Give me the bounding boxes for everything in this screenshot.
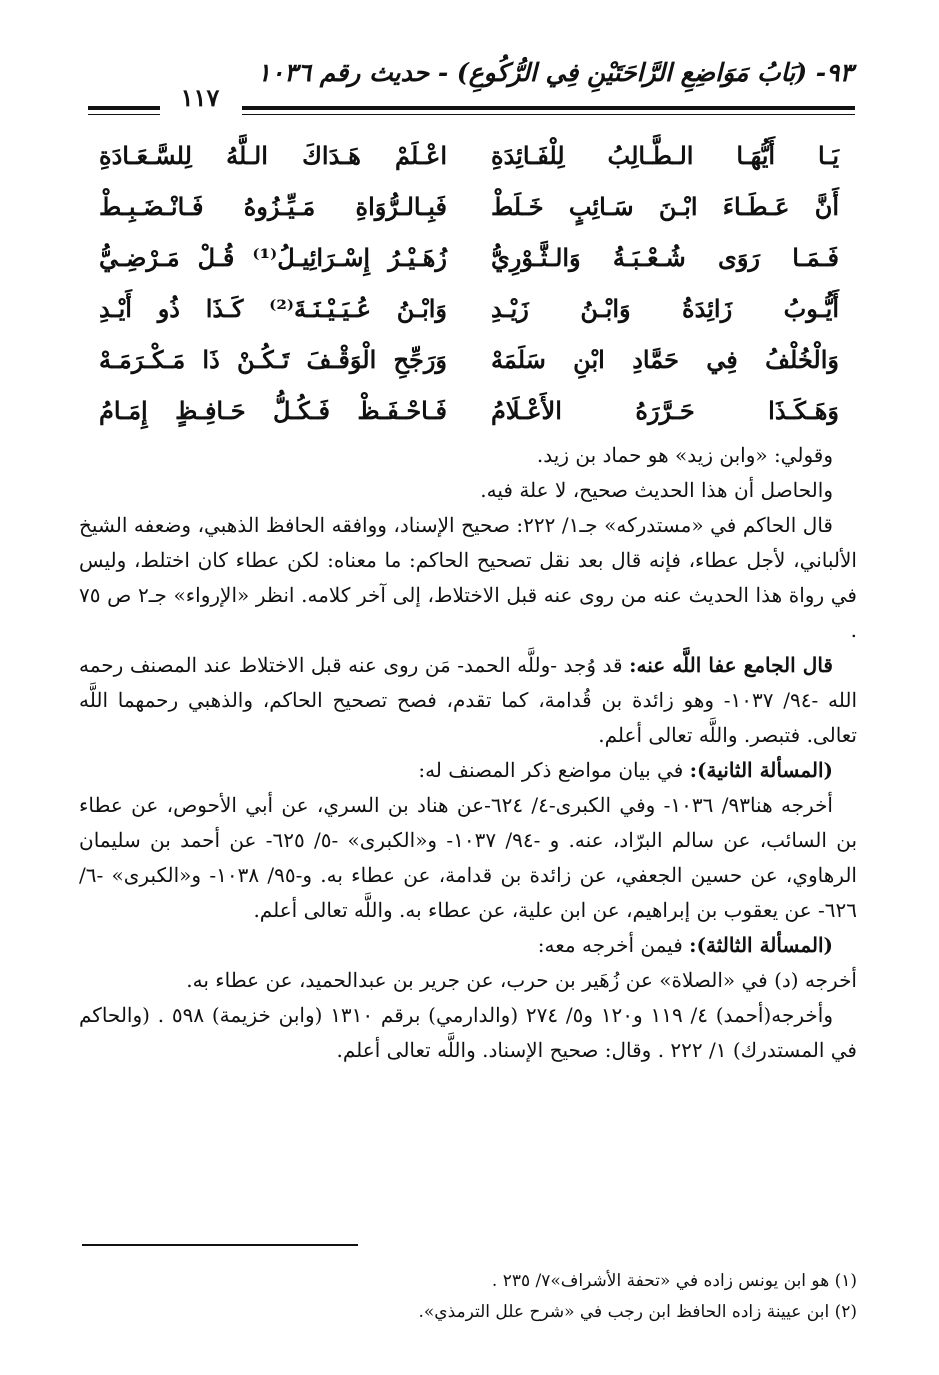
verse-second-half: زُهَـيْـرُ إِسْـرَائِيـلُ⁽¹⁾ قُـلْ مَـرْضِـيُّ — [99, 243, 447, 272]
footnote: (١) هو ابن يونس زاده في «تحفة الأشراف»٧/ ٢٣٥ . — [491, 1271, 857, 1291]
verse-second-half: وَابْـنُ عُـيَـيْـنَـةَ⁽²⁾ كَـذَا ذُو أَيْـدِ — [99, 294, 447, 323]
footnotes — [79, 1266, 857, 1328]
section-heading — [79, 753, 857, 788]
footnote: (٢) ابن عيينة زاده الحافظ ابن رجب في «شرح علل الترمذي». — [418, 1302, 857, 1322]
verse-first-half: أَنَّ عَـطَـاءَ ابْـنَ سَـائِبٍ خَـلَطْ — [491, 192, 839, 221]
paragraph-lead: قال الجامع عفا اللَّه عنه: — [629, 653, 833, 677]
section-heading — [79, 928, 857, 963]
section-subtitle: في بيان مواضع ذكر المصنف له: — [418, 758, 684, 782]
paragraph-body: قد وُجد -وللَّه الحمد- مَن روى عنه قبل الاختلاط عند المصنف رحمه الله -٩٤/ ١٠٣٧- وهو زائدة بن قُدامة، كما تقدم، فصح تصحيح الحاكم، والذهبي رحمهما اللَّه تعالى. فتبصر. واللَّه تعالى أعلم. — [79, 653, 857, 747]
running-header-title: ٩٣- (بَابُ مَوَاضِعِ الرَّاحَتَيْنِ فِي الرُّكُوعِ) - حديث رقم ١٠٣٦ — [257, 58, 853, 87]
poem-verse — [99, 385, 839, 436]
paragraph: قال الحاكم في «مستدركه» جـ١/ ٢٢٢: صحيح الإسناد، ووافقه الحافظ الذهبي، وضعفه الشيخ الألباني، لأجل عطاء، فإنه قال بعد نقل تصحيح الحاكم: ما معناه: لكن عطاء كان اختلط، وليس في رواة هذا الحديث عنه من روى عنه قبل الاختلاط، إلى آخر كلامه. انظر «الإرواء» جـ٢ ص ٧٥ . — [79, 513, 857, 642]
paragraph: أخرجه هنا٩٣/ ١٠٣٦- وفي الكبرى-٤/ ٦٢٤-عن هناد بن السري، عن أبي الأحوص، عن عطاء بن السائب، عن سالم البرّاد، عنه. و -٩٤/ ١٠٣٧- و«الكبرى» -٥/ ٦٢٥- عن أحمد بن سليمان الرهاوي، عن حسين الجعفي، عن زائدة بن قدامة، عن عطاء به. و-٩٥/ ١٠٣٨- و«الكبرى» -٦/ ٦٢٦- عن يعقوب بن إبراهيم، عن ابن علية، عن عطاء به. واللَّه تعالى أعلم. — [79, 793, 858, 922]
verse-second-half: فَـاحْـفَـظْ فَـكُـلُّ حَـافِـظٍ إِمَـامُ — [99, 396, 447, 425]
poem-verse — [99, 334, 839, 385]
verse-second-half: اعْـلَمْ هَـدَاكَ الـلَّهُ لِلسَّـعَـادَةِ — [99, 141, 447, 170]
poem-verse — [99, 283, 839, 334]
verse-first-half: فَـمَـا رَوَى شُـعْـبَـةُ وَالـثَّـوْرِيُّ — [491, 243, 839, 272]
verse-first-half: وَهَـكَـذَا حَـرَّرَهُ الأَعْـلَامُ — [491, 396, 839, 425]
page-number: ١١٧ — [180, 83, 220, 112]
verse-first-half: وَالْخُلْفُ فِي حَمَّادِ ابْنِ سَلَمَهْ — [491, 345, 839, 374]
verse-first-half: أَيُّـوبُ زَائِدَةُ وَابْـنُ زَيْـدِ — [491, 294, 839, 323]
section-title: (المسألة الثالثة): — [689, 933, 833, 957]
verse-first-half: يَـا أَيُّهَـا الـطَّـالِبُ لِلْفَـائِدَةِ — [491, 141, 839, 170]
verse-second-half: وَرَجِّحِ الْوَقْـفَ تَـكُـنْ ذَا مَـكْـرَمَـهْ — [99, 345, 447, 374]
paragraph: وأخرجه(أحمد) ٤/ ١١٩ و١٢٠ و٥/ ٢٧٤ (والدارمي) برقم ١٣١٠ (وابن خزيمة) ٥٩٨ . (والحاكم في المستدرك) ١/ ٢٢٢ . وقال: صحيح الإسناد. واللَّه تعالى أعلم. — [79, 1003, 857, 1062]
page-number-rule — [88, 106, 160, 115]
header-rule — [242, 106, 855, 115]
body-text — [79, 438, 857, 1068]
section-subtitle: فيمن أخرجه معه: — [537, 933, 683, 957]
paragraph — [79, 648, 857, 753]
poem-verse — [99, 130, 839, 181]
poem-block — [99, 130, 839, 436]
paragraph: أخرجه (د) في «الصلاة» عن زُهَير بن حرب، عن جرير بن عبدالحميد، عن عطاء به. — [186, 968, 857, 992]
section-title: (المسألة الثانية): — [689, 758, 833, 782]
footnote-separator — [82, 1244, 358, 1246]
paragraph: وقولي: «وابن زيد» هو حماد بن زيد. — [536, 443, 833, 467]
paragraph: والحاصل أن هذا الحديث صحيح، لا علة فيه. — [480, 478, 833, 502]
poem-verse — [99, 181, 839, 232]
verse-second-half: فَبِـالـرُّوَاةِ مَـيِّـزُوهُ فَـانْـضَـبِـطْ — [99, 192, 447, 221]
poem-verse — [99, 232, 839, 283]
